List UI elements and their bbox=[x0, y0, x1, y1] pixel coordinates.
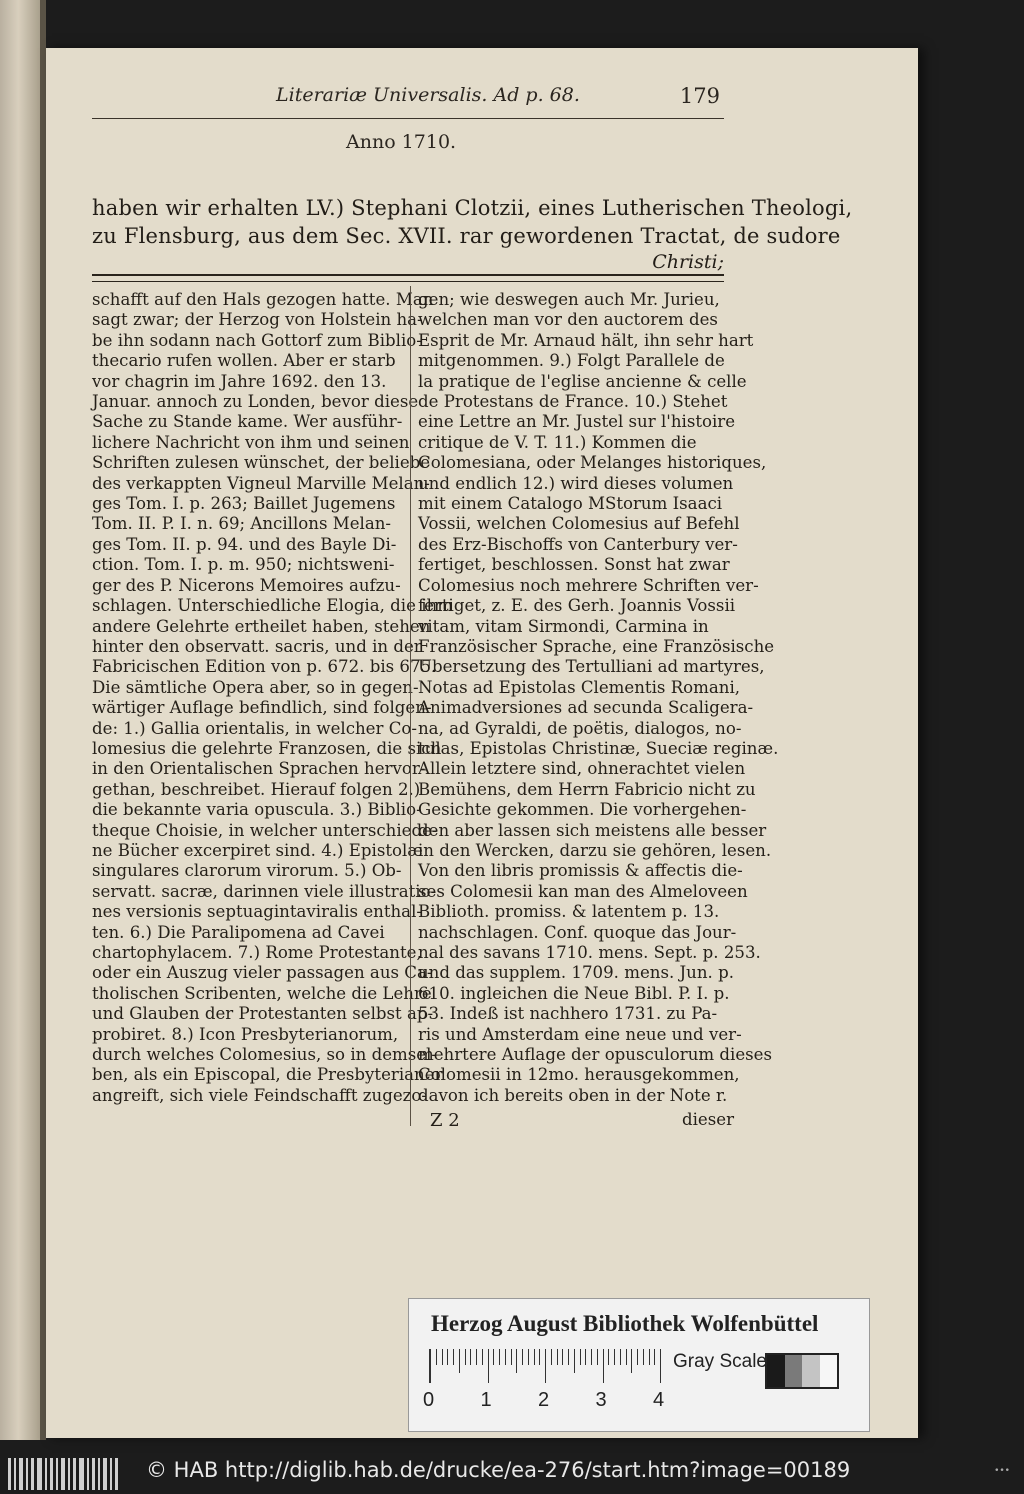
ruler-tick bbox=[626, 1349, 627, 1365]
ruler-tick bbox=[660, 1349, 661, 1383]
column-rule bbox=[410, 286, 411, 1126]
intro-line-2: zu Flensburg, aus dem Sec. XVII. rar gewordenen Tractat, de sudore bbox=[92, 224, 841, 248]
text-line: fertiget, z. E. des Gerh. Joannis Vossii bbox=[418, 596, 736, 616]
text-line: na, ad Gyraldi, de poëtis, dialogos, no- bbox=[418, 718, 742, 738]
text-line: de: 1.) Gallia orientalis, in welcher Co- bbox=[92, 718, 418, 738]
page-number: 179 bbox=[679, 84, 720, 108]
ruler-tick bbox=[551, 1349, 552, 1365]
text-line: 610. ingleichen die Neue Bibl. P. I. p. bbox=[418, 983, 730, 1003]
text-line: gen; wie deswegen auch Mr. Jurieu, bbox=[418, 290, 720, 309]
signature-mark: Z 2 bbox=[430, 1110, 460, 1131]
ruler-tick bbox=[499, 1349, 500, 1365]
text-line: und Glauben der Protestanten selbst ap- bbox=[92, 1004, 434, 1024]
ruler-tick bbox=[436, 1349, 437, 1365]
text-line: des verkappten Vigneul Marville Melan- bbox=[92, 473, 430, 493]
catchword: dieser bbox=[682, 1110, 735, 1129]
text-line: ben, als ein Episcopal, die Presbyterianer bbox=[92, 1065, 443, 1085]
intro-line-3: Christi; bbox=[652, 251, 724, 273]
text-line: hinter den observatt. sacris, und in der bbox=[92, 636, 422, 656]
text-line: welchen man vor den auctorem des bbox=[418, 310, 718, 330]
running-title: Literariæ Universalis. Ad p. 68. bbox=[276, 84, 580, 106]
text-line: lichere Nachricht von ihm und seinen bbox=[92, 432, 410, 452]
text-line: tulas, Epistolas Christinæ, Sueciæ reginæ. bbox=[418, 738, 779, 758]
ruler-tick bbox=[534, 1349, 535, 1365]
text-line: be ihn sodann nach Gottorf zum Biblio- bbox=[92, 330, 422, 350]
text-line: wärtiger Auflage befindlich, sind folgen- bbox=[92, 698, 432, 718]
text-line: ger des P. Nicerons Memoires aufzu- bbox=[92, 575, 401, 595]
ruler-tick bbox=[482, 1349, 483, 1365]
ruler-tick bbox=[528, 1349, 529, 1365]
ruler-tick bbox=[430, 1349, 431, 1383]
ruler-number: 2 bbox=[538, 1389, 550, 1411]
ruler-number: 0 bbox=[423, 1389, 435, 1411]
running-header bbox=[250, 84, 720, 108]
text-line: ges Tom. I. p. 263; Baillet Jugemens bbox=[92, 494, 396, 514]
gray-scale-label: Gray Scale bbox=[673, 1351, 767, 1372]
ruler-number: 4 bbox=[653, 1389, 665, 1411]
text-line: eine Lettre an Mr. Justel sur l'histoire bbox=[418, 412, 736, 432]
text-line: davon ich bereits oben in der Note r. bbox=[418, 1085, 728, 1105]
ruler-tick bbox=[643, 1349, 644, 1365]
ruler-tick bbox=[649, 1349, 650, 1365]
ruler-tick bbox=[442, 1349, 443, 1365]
text-line: de Protestans de France. 10.) Stehet bbox=[418, 392, 728, 412]
source-url: © HAB http://diglib.hab.de/drucke/ea-276/start.htm?image=00189 bbox=[146, 1458, 851, 1482]
left-text-column bbox=[92, 290, 453, 1106]
text-line: Colomesius noch mehrere Schriften ver- bbox=[418, 575, 759, 595]
text-line: Animadversiones ad secunda Scaligera- bbox=[418, 698, 754, 718]
text-line: Gesichte gekommen. Die vorhergehen- bbox=[418, 800, 747, 820]
text-line: Allein letztere sind, ohnerachtet vielen bbox=[418, 759, 746, 779]
text-line: des Erz-Bischoffs von Canterbury ver- bbox=[418, 534, 738, 554]
text-line: gethan, beschreibet. Hierauf folgen 2.) bbox=[92, 779, 421, 799]
text-line: oder ein Auszug vieler passagen aus Ca- bbox=[92, 963, 433, 983]
text-line: Schriften zulesen wünschet, der beliebe bbox=[92, 453, 431, 473]
ruler-tick bbox=[620, 1349, 621, 1365]
text-line: servatt. sacræ, darinnen viele illustratio- bbox=[92, 881, 437, 901]
ruler-tick bbox=[631, 1349, 632, 1373]
text-line: theque Choisie, in welcher unterschiede- bbox=[92, 820, 438, 840]
barcode-icon bbox=[8, 1458, 122, 1490]
text-line: 53. Indeß ist nachhero 1731. zu Pa- bbox=[418, 1004, 718, 1024]
text-line: die bekannte varia opuscula. 3.) Biblio- bbox=[92, 800, 422, 820]
intro-line-1: haben wir erhalten LV.) Stephani Clotzii, eines Lutherischen Theologi, bbox=[92, 196, 853, 220]
text-line: probiret. 8.) Icon Presbyterianorum, bbox=[92, 1024, 399, 1044]
text-line: mehrtere Auflage der opusculorum dieses bbox=[418, 1045, 773, 1065]
text-line: Vossii, welchen Colomesius auf Befehl bbox=[418, 514, 740, 534]
text-line: ction. Tom. I. p. m. 950; nichtsweni- bbox=[92, 555, 395, 575]
text-line: sagt zwar; der Herzog von Holstein ha- bbox=[92, 310, 423, 330]
text-line: den aber lassen sich meistens alle besser bbox=[418, 820, 767, 840]
text-line: lomesius die gelehrte Franzosen, die sich bbox=[92, 738, 442, 758]
text-line: thecario rufen wollen. Aber er starb bbox=[92, 351, 396, 371]
ruler-tick bbox=[608, 1349, 609, 1365]
text-line: Januar. annoch zu Londen, bevor diese bbox=[92, 392, 419, 412]
text-line: Fabricischen Edition von p. 672. bis 675. bbox=[92, 657, 437, 677]
ruler-tick bbox=[545, 1349, 546, 1383]
text-line: schlagen. Unterschiedliche Elogia, die ihm bbox=[92, 596, 453, 616]
text-line: angreift, sich viele Feindschafft zugezo- bbox=[92, 1085, 427, 1105]
text-line: Colomesiana, oder Melanges historiques, bbox=[418, 453, 767, 473]
ruler-tick bbox=[568, 1349, 569, 1365]
ruler-tick bbox=[522, 1349, 523, 1365]
text-line: nal des savans 1710. mens. Sept. p. 253. bbox=[418, 943, 761, 962]
ruler-tick bbox=[580, 1349, 581, 1365]
text-line: in den Orientalischen Sprachen hervor- bbox=[92, 759, 426, 779]
text-line: Von den libris promissis & affectis die- bbox=[418, 861, 743, 881]
ruler-tick bbox=[637, 1349, 638, 1365]
text-line: Biblioth. promiss. & latentem p. 13. bbox=[418, 902, 720, 922]
ruler-tick bbox=[459, 1349, 460, 1373]
ruler-tick bbox=[591, 1349, 592, 1365]
text-line: ris und Amsterdam eine neue und ver- bbox=[418, 1024, 742, 1044]
gray-swatch bbox=[820, 1355, 838, 1387]
text-line: andere Gelehrte ertheilet haben, stehen bbox=[92, 616, 431, 636]
ruler-tick bbox=[470, 1349, 471, 1365]
ruler-tick bbox=[476, 1349, 477, 1365]
ruler-tick bbox=[539, 1349, 540, 1365]
text-line: Colomesii in 12mo. herausgekommen, bbox=[418, 1065, 740, 1085]
text-line: Notas ad Epistolas Clementis Romani, bbox=[418, 677, 741, 697]
text-line: und das supplem. 1709. mens. Jun. p. bbox=[418, 963, 734, 983]
ruler-tick bbox=[453, 1349, 454, 1365]
text-line: schafft auf den Hals gezogen hatte. Man bbox=[92, 290, 434, 309]
text-line: mitgenommen. 9.) Folgt Parallele de bbox=[418, 351, 725, 371]
right-text-column bbox=[418, 290, 779, 1106]
header-rule bbox=[92, 118, 724, 119]
ruler-tick bbox=[585, 1349, 586, 1365]
footer-bar bbox=[0, 1454, 1024, 1494]
text-line: nachschlagen. Conf. quoque das Jour- bbox=[418, 922, 737, 942]
ruler-tick bbox=[493, 1349, 494, 1365]
ruler-tick bbox=[614, 1349, 615, 1365]
text-line: nes versionis septuagintaviralis enthal- bbox=[92, 902, 422, 922]
ruler-number: 3 bbox=[595, 1389, 607, 1411]
text-line: chartophylacem. 7.) Rome Protestante, bbox=[92, 943, 422, 962]
text-line: in den Wercken, darzu sie gehören, lesen. bbox=[418, 840, 772, 860]
ruler-tick bbox=[511, 1349, 512, 1365]
text-line: fertiget, beschlossen. Sonst hat zwar bbox=[418, 555, 730, 575]
ruler-tick bbox=[562, 1349, 563, 1365]
ruler-tick bbox=[597, 1349, 598, 1365]
ruler-tick bbox=[516, 1349, 517, 1373]
ruler-tick bbox=[557, 1349, 558, 1365]
gray-swatch bbox=[767, 1355, 785, 1387]
footer-dots: ••• bbox=[994, 1466, 1010, 1476]
gray-scale-swatches bbox=[765, 1353, 839, 1389]
text-line: Französischer Sprache, eine Französische bbox=[418, 636, 775, 656]
text-line: critique de V. T. 11.) Kommen die bbox=[418, 432, 697, 452]
text-line: ges Tom. II. p. 94. und des Bayle Di- bbox=[92, 534, 397, 554]
text-line: Bemühens, dem Herrn Fabricio nicht zu bbox=[418, 779, 756, 799]
library-name: Herzog August Bibliothek Wolfenbüttel bbox=[431, 1311, 819, 1336]
text-line: la pratique de l'eglise ancienne & celle bbox=[418, 371, 747, 391]
left-page-edge bbox=[0, 0, 46, 1440]
text-line: und endlich 12.) wird dieses volumen bbox=[418, 473, 734, 493]
text-line: ne Bücher excerpiret sind. 4.) Epistolæ bbox=[92, 840, 423, 860]
text-line: vitam, vitam Sirmondi, Carmina in bbox=[418, 616, 709, 636]
ruler-tick bbox=[603, 1349, 604, 1383]
text-line: tholischen Scribenten, welche die Lehre bbox=[92, 983, 432, 1003]
ruler-tick bbox=[488, 1349, 489, 1383]
section-divider bbox=[92, 274, 724, 282]
gray-swatch bbox=[785, 1355, 803, 1387]
library-label-card bbox=[408, 1298, 870, 1432]
scale-ruler bbox=[429, 1349, 662, 1383]
text-line: Tom. II. P. I. n. 69; Ancillons Melan- bbox=[92, 514, 392, 534]
text-line: Ubersetzung des Tertulliani ad martyres, bbox=[418, 657, 765, 677]
text-line: durch welches Colomesius, so in demsel- bbox=[92, 1045, 438, 1065]
ruler-tick bbox=[574, 1349, 575, 1373]
text-line: Die sämtliche Opera aber, so in gegen- bbox=[92, 677, 419, 697]
text-line: singulares clarorum virorum. 5.) Ob- bbox=[92, 861, 402, 881]
ruler-tick bbox=[465, 1349, 466, 1365]
text-line: mit einem Catalogo MStorum Isaaci bbox=[418, 494, 723, 514]
ruler-tick bbox=[654, 1349, 655, 1365]
text-line: ten. 6.) Die Paralipomena ad Cavei bbox=[92, 922, 385, 942]
text-line: Sache zu Stande kame. Wer ausführ- bbox=[92, 412, 403, 432]
text-line: Esprit de Mr. Arnaud hält, ihn sehr hart bbox=[418, 330, 754, 350]
ruler-number: 1 bbox=[480, 1389, 492, 1411]
ruler-tick bbox=[447, 1349, 448, 1365]
anno-heading: Anno 1710. bbox=[346, 131, 457, 153]
text-line: vor chagrin im Jahre 1692. den 13. bbox=[92, 371, 387, 391]
gray-swatch bbox=[802, 1355, 820, 1387]
ruler-tick bbox=[505, 1349, 506, 1365]
text-line: ses Colomesii kan man des Almeloveen bbox=[418, 881, 748, 901]
